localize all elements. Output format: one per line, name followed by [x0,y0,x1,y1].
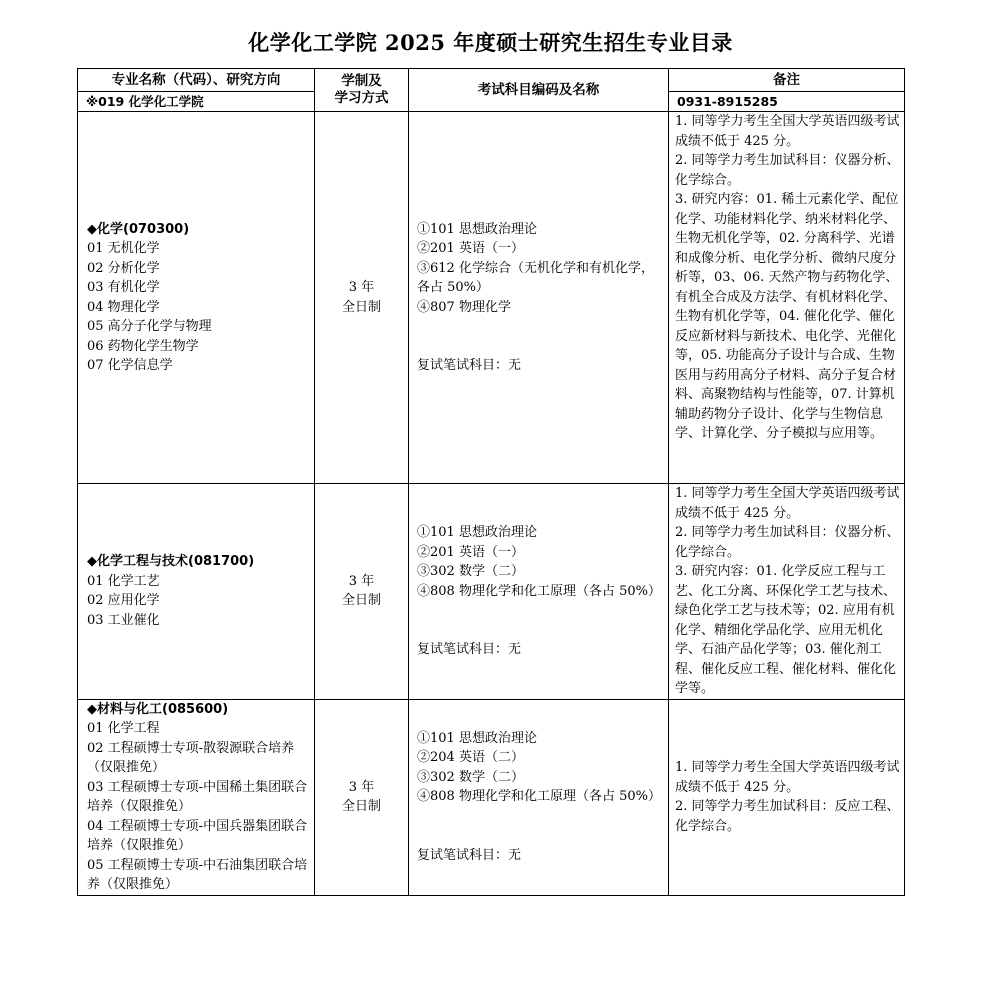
direction-item: 01 无机化学 [87,241,160,256]
direction-item: 06 药物化学生物学 [87,338,199,354]
subject-item: ③302 数学（二） [417,769,524,785]
note-item: 1. 同等学力考生全国大学英语四级考试成绩不低于 425 分。 [675,760,900,795]
subject-item: ①101 思想政治理论 [417,730,537,746]
mode-cell [315,112,409,484]
note-item: 3. 研究内容：01. 化学反应工程与工艺、化工分离、环保化学工艺与技术、绿色化学工艺与技术等；02. 应用有机化学、精细化学品化学、应用无机化学、石油产品化学等；03. 催化剂工程、催化反应工程、催化材料、催化化学等。 [675,564,897,696]
notes-cell [669,699,905,895]
subject-item: ③302 数学（二） [417,564,524,579]
direction-item: 03 工业催化 [87,612,160,628]
page-title: 化学化工学院 2025 年度硕士研究生招生专业目录 [248,30,733,55]
study-mode: 全日制 [341,799,381,814]
direction-item: 03 工程硕博士专项-中国稀土集团联合培养（仅限推免） [87,779,308,814]
catalog-table [77,68,905,896]
study-years: 3 年 [348,779,375,795]
study-years: 3 年 [348,280,375,295]
direction-item: 05 工程硕博士专项-中石油集团联合培养（仅限推免） [87,857,308,892]
header-major: 专业名称（代码）、研究方向 [78,69,315,92]
subject-item: ②201 英语（一） [417,544,524,560]
college-name: ※019 化学化工学院 [78,92,315,112]
study-mode: 全日制 [341,299,381,315]
major-name: ◆化学工程与技术(081700) [87,554,255,570]
subjects-cell [409,484,669,700]
subjects-cell [409,112,669,484]
major-cell [78,699,315,895]
study-mode: 全日制 [341,593,381,609]
note-item: 1. 同等学力考生全国大学英语四级考试成绩不低于 425 分。 [675,114,900,149]
subject-item: ①101 思想政治理论 [417,221,537,237]
major-row [78,484,905,700]
direction-item: 07 化学信息学 [87,358,173,373]
major-row [78,112,905,484]
major-cell [78,112,315,484]
retest-subject: 复试笔试科目：无 [417,847,522,863]
study-years: 3 年 [348,573,375,589]
subject-item: ②204 英语（二） [417,750,524,766]
subject-item: ④808 物理化学和化工原理（各占 50%） [417,789,661,805]
retest-subject: 复试笔试科目：无 [417,642,522,657]
major-row [78,699,905,895]
note-item: 2. 同等学力考生加试科目：仪器分析、化学综合。 [675,525,900,560]
direction-item: 02 分析化学 [87,260,160,276]
direction-item: 01 化学工艺 [87,573,160,589]
direction-item: 02 应用化学 [87,593,160,609]
header-mode-line1: 学制及 [341,73,382,89]
header-mode-line2: 学习方式 [334,90,389,106]
subject-item: ①101 思想政治理论 [417,525,537,540]
note-item: 2. 同等学力考生加试科目：仪器分析、化学综合。 [675,153,900,188]
major-cell [78,484,315,700]
direction-item: 02 工程硕博士专项-散裂源联合培养（仅限推免） [87,740,295,775]
header-notes: 备注 [669,69,905,92]
major-name: ◆材料与化工(085600) [87,701,229,717]
major-name: ◆化学(070300) [87,221,190,237]
direction-item: 03 有机化学 [87,280,160,295]
header-subjects: 考试科目编码及名称 [409,69,669,112]
direction-item: 04 工程硕博士专项-中国兵器集团联合培养（仅限推免） [87,818,308,853]
college-phone: 0931-8915285 [669,92,905,112]
subject-item: ④807 物理化学 [417,299,511,315]
header-mode [315,69,409,112]
mode-cell [315,484,409,700]
subjects-cell [409,699,669,895]
direction-item: 01 化学工程 [87,721,160,736]
notes-cell [669,112,905,484]
note-item: 2. 同等学力考生加试科目：反应工程、化学综合。 [675,799,900,834]
note-item: 1. 同等学力考生全国大学英语四级考试成绩不低于 425 分。 [675,486,900,521]
mode-cell [315,699,409,895]
direction-item: 05 高分子化学与物理 [87,319,212,334]
subject-item: ②201 英语（一） [417,241,524,256]
subject-item: ④808 物理化学和化工原理（各占 50%） [417,583,661,599]
note-item: 3. 研究内容：01. 稀土元素化学、配位化学、功能材料化学、纳米材料化学、生物无机化学等，02. 分离科学、光谱和成像分析、电化学分析、微纳尺度分析等，03、06. 天然产物与药物化学、有机全合成及方法学、有机材料化学、生物有机化学等，04. 催化化学、催化反应新材料与新技术、电化学、光催化等，05. 功能高分子设计与合成、生物医用与药用高分子材料、高分子复合材料、高聚物结构与性能等，07. 计算机辅助药物分子设计、化学与生物信息学、计算化学、分子模拟与应用等。 [675,192,899,441]
notes-cell [669,484,905,700]
direction-item: 04 物理化学 [87,299,160,315]
subject-item: ③612 化学综合（无机化学和有机化学，各占 50%） [417,260,654,295]
retest-subject: 复试笔试科目：无 [417,358,522,373]
